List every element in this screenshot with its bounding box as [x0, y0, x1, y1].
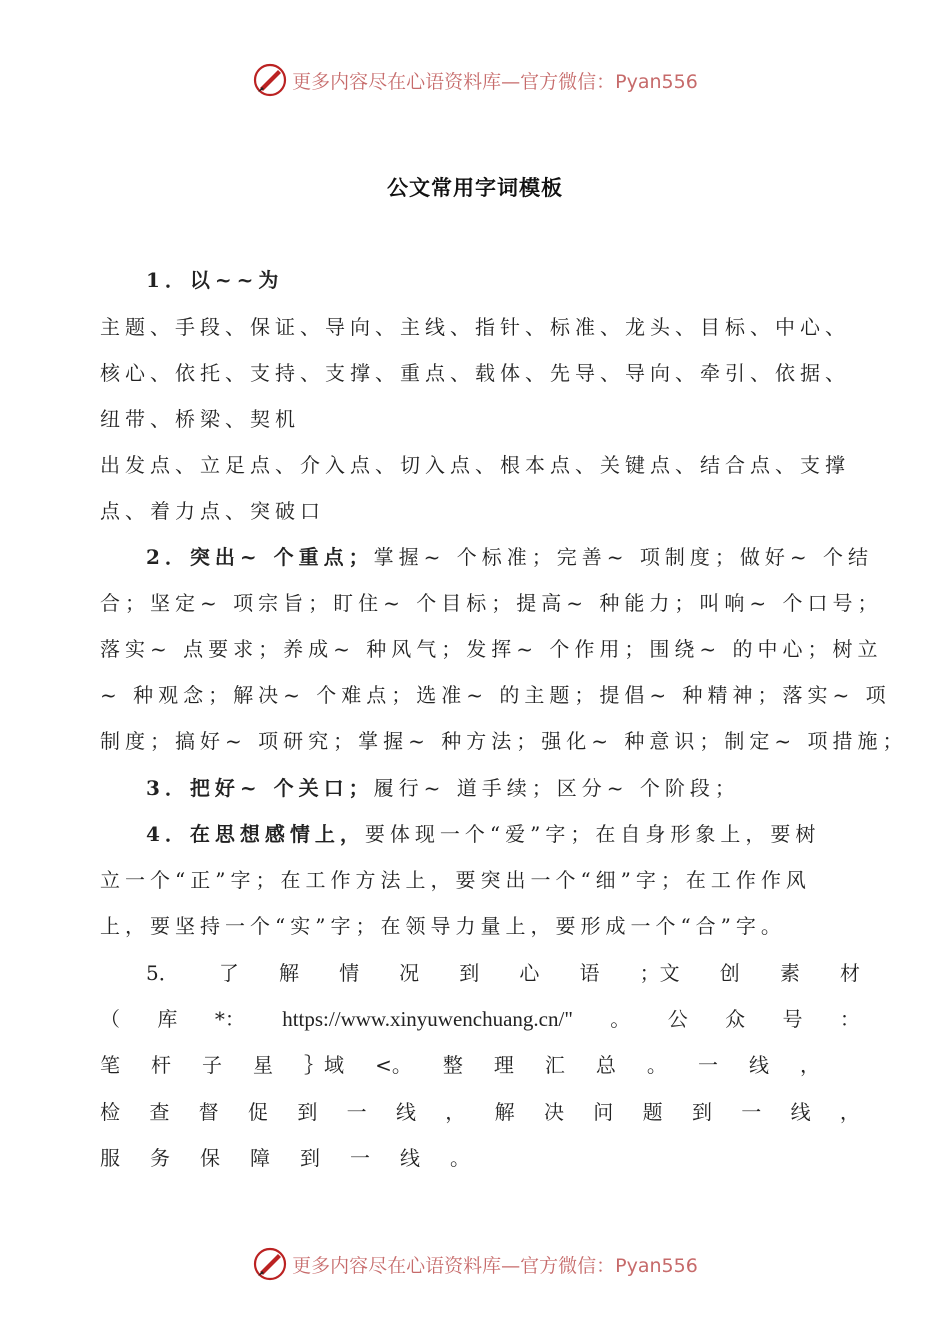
text-token: 库	[157, 1007, 178, 1031]
text-token: 了	[218, 961, 239, 985]
pen-logo-icon	[252, 1246, 288, 1282]
section-5-line-3	[100, 1053, 820, 1077]
text-token: 情	[339, 961, 360, 985]
header-banner	[0, 60, 950, 100]
text-token: 语	[579, 961, 600, 985]
text-token: 题	[642, 1100, 663, 1124]
pen-logo-icon	[252, 62, 288, 98]
section-2-line: 落实~ 点要求；养成~ 种风气；发挥~ 个作用；围绕~ 的中心；树立	[100, 637, 883, 661]
text-token: 理	[493, 1053, 514, 1077]
text-token: 公	[667, 1007, 688, 1031]
section-4-line: 上，要坚持一个“实”字；在领导力量上，要形成一个“合”字。	[100, 914, 786, 938]
text-token: 材	[839, 961, 860, 985]
section-2-line: 合；坚定~ 项宗旨；盯住~ 个目标；提高~ 种能力；叫响~ 个口号；	[100, 591, 883, 615]
section-5-line-2	[100, 1007, 860, 1031]
text-token: 。	[610, 1007, 631, 1031]
text-token: 一	[346, 1100, 367, 1124]
text-token: 笔	[100, 1053, 120, 1077]
text-token: 汇	[544, 1053, 565, 1077]
text-token: 一	[741, 1100, 762, 1124]
text-token: ：	[839, 1007, 860, 1031]
section-5-line-5	[100, 1146, 470, 1170]
text-token: ，	[445, 1100, 466, 1124]
section-2-line: 制度；搞好~ 项研究；掌握~ 种方法；强化~ 种意识；制定~ 项措施；	[100, 729, 908, 753]
section-1-line: 纽带、桥梁、契机	[100, 407, 300, 431]
text-token: 保	[200, 1146, 220, 1170]
section-3-line: 3．把好~ 个关口；履行~ 道手续；区分~ 个阶段；	[146, 776, 740, 800]
text-token: <。	[375, 1053, 412, 1077]
text-token: 杆	[151, 1053, 172, 1077]
section-1-heading: 1．以~~为	[146, 268, 284, 292]
section-2-line: ~ 种观念；解决~ 个难点；选准~ 的主题；提倡~ 种精神；落实~ 项	[100, 683, 891, 707]
text-token: ｝域	[304, 1053, 345, 1077]
text-token: 子	[202, 1053, 223, 1077]
text-token: 心	[519, 961, 540, 985]
text-token: 解	[278, 961, 299, 985]
text-token: 解	[494, 1100, 515, 1124]
text-token: 查	[149, 1100, 170, 1124]
text-token: 到	[300, 1146, 320, 1170]
banner-text: 更多内容尽在心语资料库—官方微信：Pyan556	[292, 1254, 698, 1277]
text-token: ；文	[639, 961, 680, 985]
text-token: （	[100, 1007, 120, 1031]
text-token: 线	[748, 1053, 769, 1077]
text-token: 决	[543, 1100, 564, 1124]
section-1-line: 出发点、立足点、介入点、切入点、根本点、关键点、结合点、支撑	[100, 453, 850, 477]
text-token: https://www.xinyuwenchuang.cn/"	[282, 1007, 573, 1031]
text-token: 众	[725, 1007, 746, 1031]
text-token: 线	[395, 1100, 416, 1124]
footer-banner	[0, 1244, 950, 1284]
page-title: 公文常用字词模板	[387, 175, 563, 200]
text-token: 。	[646, 1053, 667, 1077]
text-token: 总	[595, 1053, 616, 1077]
text-token: 。	[450, 1146, 470, 1170]
section-5-line-4	[100, 1100, 860, 1124]
text-token: 素	[779, 961, 800, 985]
text-token: 5．	[146, 961, 179, 985]
text-token: ，	[799, 1053, 820, 1077]
section-1-line: 点、着力点、突破口	[100, 499, 325, 523]
text-token: 整	[442, 1053, 463, 1077]
text-token: ，	[839, 1100, 860, 1124]
text-token: 线	[790, 1100, 811, 1124]
section-5-line-1	[146, 961, 860, 985]
text-token: 创	[719, 961, 740, 985]
text-token: 问	[593, 1100, 614, 1124]
text-token: 到	[691, 1100, 712, 1124]
section-1-line: 主题、手段、保证、导向、主线、指针、标准、龙头、目标、中心、	[100, 315, 850, 339]
banner-text: 更多内容尽在心语资料库—官方微信：Pyan556	[292, 70, 698, 93]
text-token: 服	[100, 1146, 120, 1170]
text-token: 障	[250, 1146, 270, 1170]
text-token: 线	[400, 1146, 420, 1170]
text-token: 到	[297, 1100, 318, 1124]
text-token: 号	[782, 1007, 803, 1031]
section-1-line: 核心、依托、支持、支撑、重点、载体、先导、导向、牵引、依据、	[100, 361, 850, 385]
text-token: 到	[459, 961, 480, 985]
text-token: 一	[350, 1146, 370, 1170]
text-token: 一	[697, 1053, 718, 1077]
text-token: 督	[198, 1100, 219, 1124]
text-token: 务	[150, 1146, 170, 1170]
section-4-line: 立一个“正”字；在工作方法上，要突出一个“细”字；在工作作风	[100, 868, 811, 892]
text-token: 促	[247, 1100, 268, 1124]
text-token: 况	[399, 961, 420, 985]
section-4-first-line: 4．在思想感情上，要体现一个“爱”字；在自身形象上，要树	[146, 822, 821, 846]
section-2-first-line: 2．突出~ 个重点；掌握~ 个标准；完善~ 项制度；做好~ 个结	[146, 545, 873, 569]
text-token: 星	[253, 1053, 274, 1077]
text-token: 检	[100, 1100, 120, 1124]
text-token: *：	[214, 1007, 245, 1031]
